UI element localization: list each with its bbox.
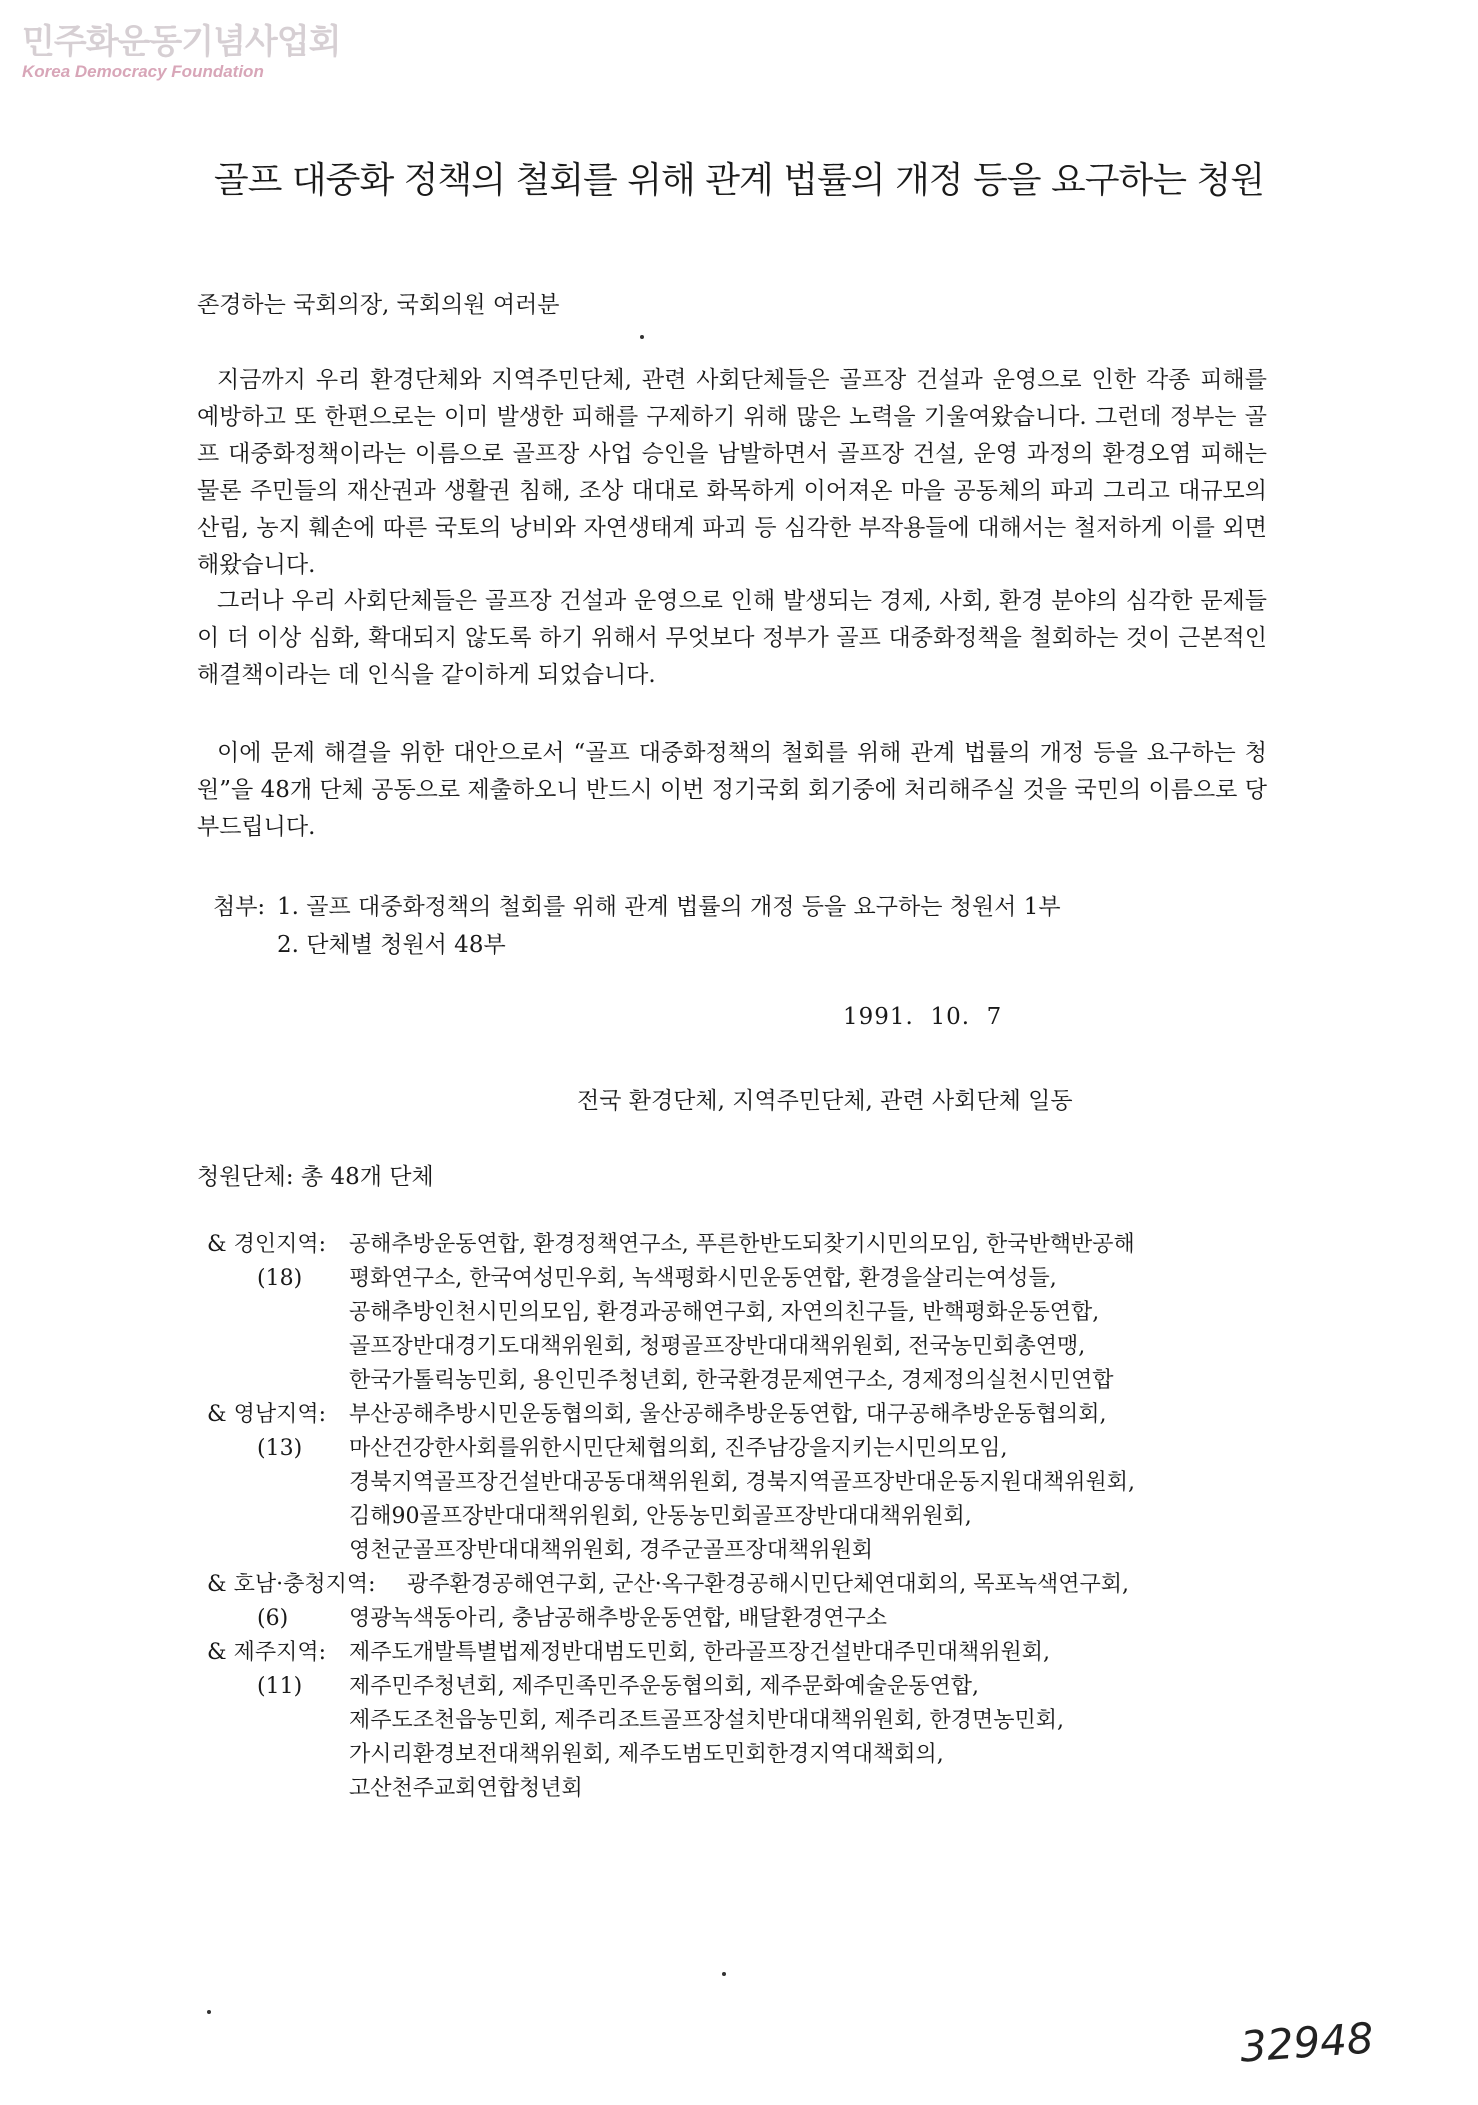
org-line: 제주도개발특별법제정반대범도민회, 한라골프장건설반대주민대책위원회, (349, 1640, 1051, 1665)
watermark-korean: 민주화운동기념사업회 (22, 22, 341, 62)
region-yeongnam (207, 1398, 1135, 1568)
scan-speck (207, 2010, 211, 2014)
salutation: 존경하는 국회의장, 국회의원 여러분 (197, 292, 560, 318)
org-line: 공해추방운동연합, 환경정책연구소, 푸른한반도되찾기시민의모임, 한국반핵반공해 (349, 1232, 1135, 1257)
org-line: 김해90골프장반대대책위원회, 안동농민회골프장반대대책위원회, (349, 1504, 972, 1529)
org-line: 골프장반대경기도대책위원회, 청평골프장반대대책위원회, 전국농민회총연맹, (349, 1334, 1086, 1359)
org-line: 마산건강한사회를위한시민단체협의회, 진주남강을지키는시민의모임, (349, 1436, 1008, 1461)
org-line: 고산천주교회연합청년회 (349, 1776, 583, 1801)
org-line: 평화연구소, 한국여성민우회, 녹색평화시민운동연합, 환경을살리는여성들, (349, 1266, 1057, 1291)
document-title: 골프 대중화 정책의 철회를 위해 관계 법률의 개정 등을 요구하는 청원 (213, 160, 1265, 201)
org-line: 공해추방인천시민의모임, 환경과공해연구회, 자연의친구들, 반핵평화운동연합, (349, 1300, 1100, 1325)
org-line: 가시리환경보전대책위원회, 제주도범도민회한경지역대책회의, (349, 1742, 944, 1767)
org-line: 제주민주청년회, 제주민족민주운동협의회, 제주문화예술운동연합, (349, 1674, 980, 1699)
region-name: & 영남지역: (207, 1402, 326, 1427)
petitioners-label: 청원단체: 총 48개 단체 (197, 1164, 434, 1190)
attachment-item-1: 1. 골프 대중화정책의 철회를 위해 관계 법률의 개정 등을 요구하는 청원서 1부 (277, 894, 1061, 920)
scan-speck (722, 1972, 726, 1976)
region-honam-chungcheong (207, 1568, 1135, 1636)
attachments-label: 첨부: (213, 894, 266, 920)
region-count: (13) (257, 1436, 303, 1461)
attachments (213, 888, 1061, 964)
paragraph-3: 이에 문제 해결을 위한 대안으로서 “골프 대중화정책의 철회를 위해 관계 법률의 개정 등을 요구하는 청원”을 48개 단체 공동으로 제출하오니 반드시 이번 정기국회 회기중에 처리해주실 것을 국민의 이름으로 당부드립니다. (197, 740, 1267, 840)
region-orgs (349, 1568, 1129, 1636)
region-count: (6) (257, 1606, 289, 1631)
org-line: 경북지역골프장건설반대공동대책위원회, 경북지역골프장반대운동지원대책위원회, (349, 1470, 1136, 1495)
document-date: 1991. 10. 7 (843, 1004, 1003, 1030)
region-name: & 호남·충청지역: (207, 1572, 376, 1597)
region-orgs (349, 1398, 1135, 1568)
watermark (22, 22, 340, 82)
org-line: 제주도조천읍농민회, 제주리조트골프장설치반대대책위원회, 한경면농민회, (349, 1708, 1065, 1733)
scan-speck (640, 335, 644, 339)
region-name: & 경인지역: (207, 1232, 326, 1257)
region-count: (11) (257, 1674, 303, 1699)
region-jeju (207, 1636, 1135, 1806)
org-line: 부산공해추방시민운동협의회, 울산공해추방운동연합, 대구공해추방운동협의회, (349, 1402, 1107, 1427)
org-line: 한국가톨릭농민회, 용인민주청년회, 한국환경문제연구소, 경제정의실천시민연합 (349, 1368, 1114, 1393)
region-orgs (349, 1636, 1064, 1806)
org-line: 광주환경공해연구회, 군산·옥구환경공해시민단체연대회의, 목포녹색연구회, (407, 1572, 1130, 1597)
region-name: & 제주지역: (207, 1640, 326, 1665)
region-orgs (349, 1228, 1135, 1398)
paragraph-2: 그러나 우리 사회단체들은 골프장 건설과 운영으로 인해 발생되는 경제, 사회, 환경 분야의 심각한 문제들이 더 이상 심화, 확대되지 않도록 하기 위해서 무엇보다 정부가 골프 대중화정책을 철회하는 것이 근본적인 해결책이라는 데 인식을 같이하게 되었습니다. (197, 588, 1267, 688)
region-gyeongin (207, 1228, 1135, 1398)
org-line: 영천군골프장반대대책위원회, 경주군골프장대책위원회 (349, 1538, 874, 1563)
paragraph-1: 지금까지 우리 환경단체와 지역주민단체, 관련 사회단체들은 골프장 건설과 운영으로 인한 각종 피해를 예방하고 또 한편으로는 이미 발생한 피해를 구제하기 위해 많은 노력을 기울여왔습니다. 그런데 정부는 골프 대중화정책이라는 이름으로 골프장 사업 승인을 남발하면서 골프장 건설, 운영 과정의 환경오염 피해는 물론 주민들의 재산권과 생활권 침해, 조상 대대로 화목하게 이어져온 마을 공동체의 파괴 그리고 대규모의 산림, 농지 훼손에 따른 국토의 낭비와 자연생태계 파괴 등 심각한 부작용들에 대해서는 철저하게 이를 외면해왔습니다. (197, 367, 1267, 578)
handwritten-number: 32948 (1238, 2013, 1376, 2072)
region-count: (18) (257, 1266, 303, 1291)
attachment-item-2: 2. 단체별 청원서 48부 (277, 932, 506, 958)
signer: 전국 환경단체, 지역주민단체, 관련 사회단체 일동 (577, 1088, 1073, 1114)
region-list (207, 1228, 1135, 1806)
org-line: 영광녹색동아리, 충남공해추방운동연합, 배달환경연구소 (349, 1606, 888, 1631)
watermark-english: Korea Democracy Foundation (22, 62, 264, 81)
